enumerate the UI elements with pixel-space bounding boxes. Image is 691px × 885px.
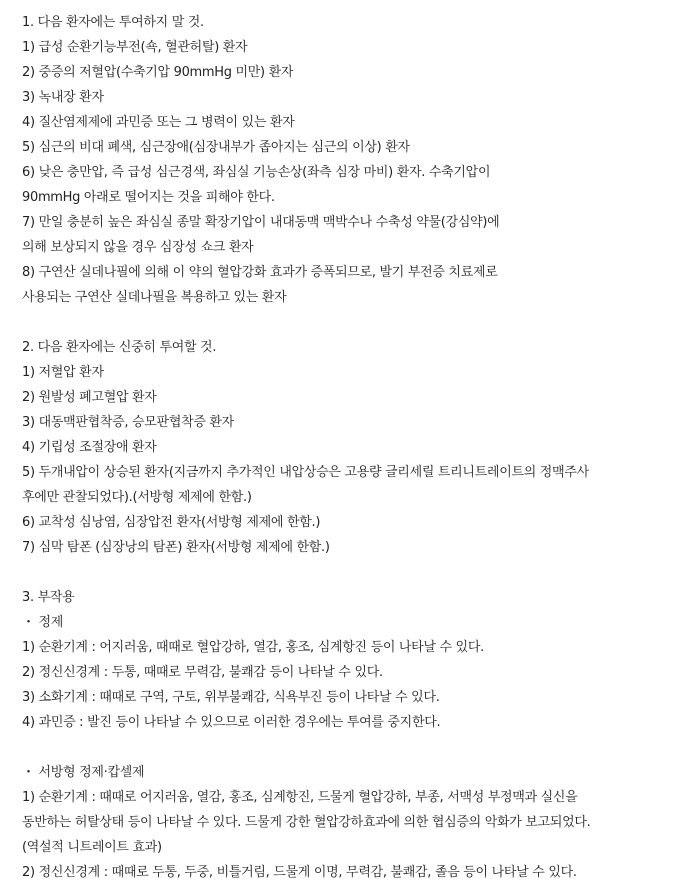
- list-item: 3) 녹내장 환자: [22, 90, 104, 105]
- list-item: 2) 중증의 저혈압(수축기압 90mmHg 미만) 환자: [22, 65, 294, 80]
- list-item-continuation: (역설적 니트레이트 효과): [22, 840, 162, 855]
- blank-line: [22, 560, 669, 585]
- list-item: 3) 대동맥판협착증, 승모판협착증 환자: [22, 415, 234, 430]
- list-item-continuation: 사용되는 구연산 실데나필을 복용하고 있는 환자: [22, 290, 287, 305]
- section-heading: 1. 다음 환자에는 투여하지 말 것.: [22, 15, 204, 30]
- list-item: 1) 급성 순환기능부전(쇽, 혈관허탈) 환자: [22, 40, 248, 55]
- subsection-heading: ・ 정제: [22, 615, 64, 630]
- list-item-continuation: 동반하는 허탈상태 등이 나타날 수 있다. 드물게 강한 혈압강하효과에 의한 협심증의 악화가 보고되었다.: [22, 815, 591, 830]
- list-item: 6) 교착성 심낭염, 심장압전 환자(서방형 제제에 한함.): [22, 515, 321, 530]
- list-item: 4) 과민증 : 발진 등이 나타날 수 있으므로 이러한 경우에는 투여를 중지한다.: [22, 715, 441, 730]
- blank-line: [22, 310, 669, 335]
- list-item-continuation: 의해 보상되지 않을 경우 심장성 쇼크 환자: [22, 240, 254, 255]
- list-item: 1) 저혈압 환자: [22, 365, 104, 380]
- list-item: 1) 순환기계 : 때때로 어지러움, 열감, 홍조, 심계항진, 드물게 혈압강하, 부종, 서맥성 부정맥과 실신을: [22, 790, 578, 805]
- list-item: 3) 소화기계 : 때때로 구역, 구토, 위부불쾌감, 식욕부진 등이 나타날 수 있다.: [22, 690, 440, 705]
- list-item: 6) 낮은 충만압, 즉 급성 심근경색, 좌심실 기능손상(좌측 심장 마비) 환자. 수축기압이: [22, 165, 491, 180]
- list-item-continuation: 90mmHg 아래로 떨어지는 것을 피해야 한다.: [22, 190, 275, 205]
- list-item: 2) 정신신경계 : 때때로 두통, 두중, 비틀거림, 드물게 이명, 무력감, 불쾌감, 졸음 등이 나타날 수 있다.: [22, 865, 577, 880]
- list-item: 1) 순환기계 : 어지러움, 때때로 혈압강하, 열감, 홍조, 심계항진 등이 나타날 수 있다.: [22, 640, 484, 655]
- list-item: 7) 만일 충분히 높은 좌심실 종말 확장기압이 내대동맥 맥박수나 수축성 약물(강심약)에: [22, 215, 500, 230]
- list-item: 4) 기립성 조절장애 환자: [22, 440, 157, 455]
- list-item: 5) 두개내압이 상승된 환자(지금까지 추가적인 내압상승은 고용량 글리세릴 트리니트레이트의 정맥주사: [22, 465, 589, 480]
- list-item: 2) 정신신경계 : 두통, 때때로 무력감, 불쾌감 등이 나타날 수 있다.: [22, 665, 383, 680]
- subsection-heading: ・ 서방형 정제·캅셀제: [22, 765, 145, 780]
- section-heading: 2. 다음 환자에는 신중히 투여할 것.: [22, 340, 217, 355]
- list-item: 7) 심막 탐폰 (심장낭의 탐폰) 환자(서방형 제제에 한함.): [22, 540, 330, 555]
- list-item: 2) 원발성 폐고혈압 환자: [22, 390, 157, 405]
- list-item: 8) 구연산 실데나필에 의해 이 약의 혈압강화 효과가 증폭되므로, 발기 부전증 치료제로: [22, 265, 498, 280]
- list-item: 4) 질산염제제에 과민증 또는 그 병력이 있는 환자: [22, 115, 295, 130]
- list-item: 5) 심근의 비대 폐색, 심근장애(심장내부가 좁아지는 심근의 이상) 환자: [22, 140, 410, 155]
- list-item-continuation: 후에만 관찰되었다).(서방형 제제에 한함.): [22, 490, 252, 505]
- blank-line: [22, 735, 669, 760]
- section-heading: 3. 부작용: [22, 590, 75, 605]
